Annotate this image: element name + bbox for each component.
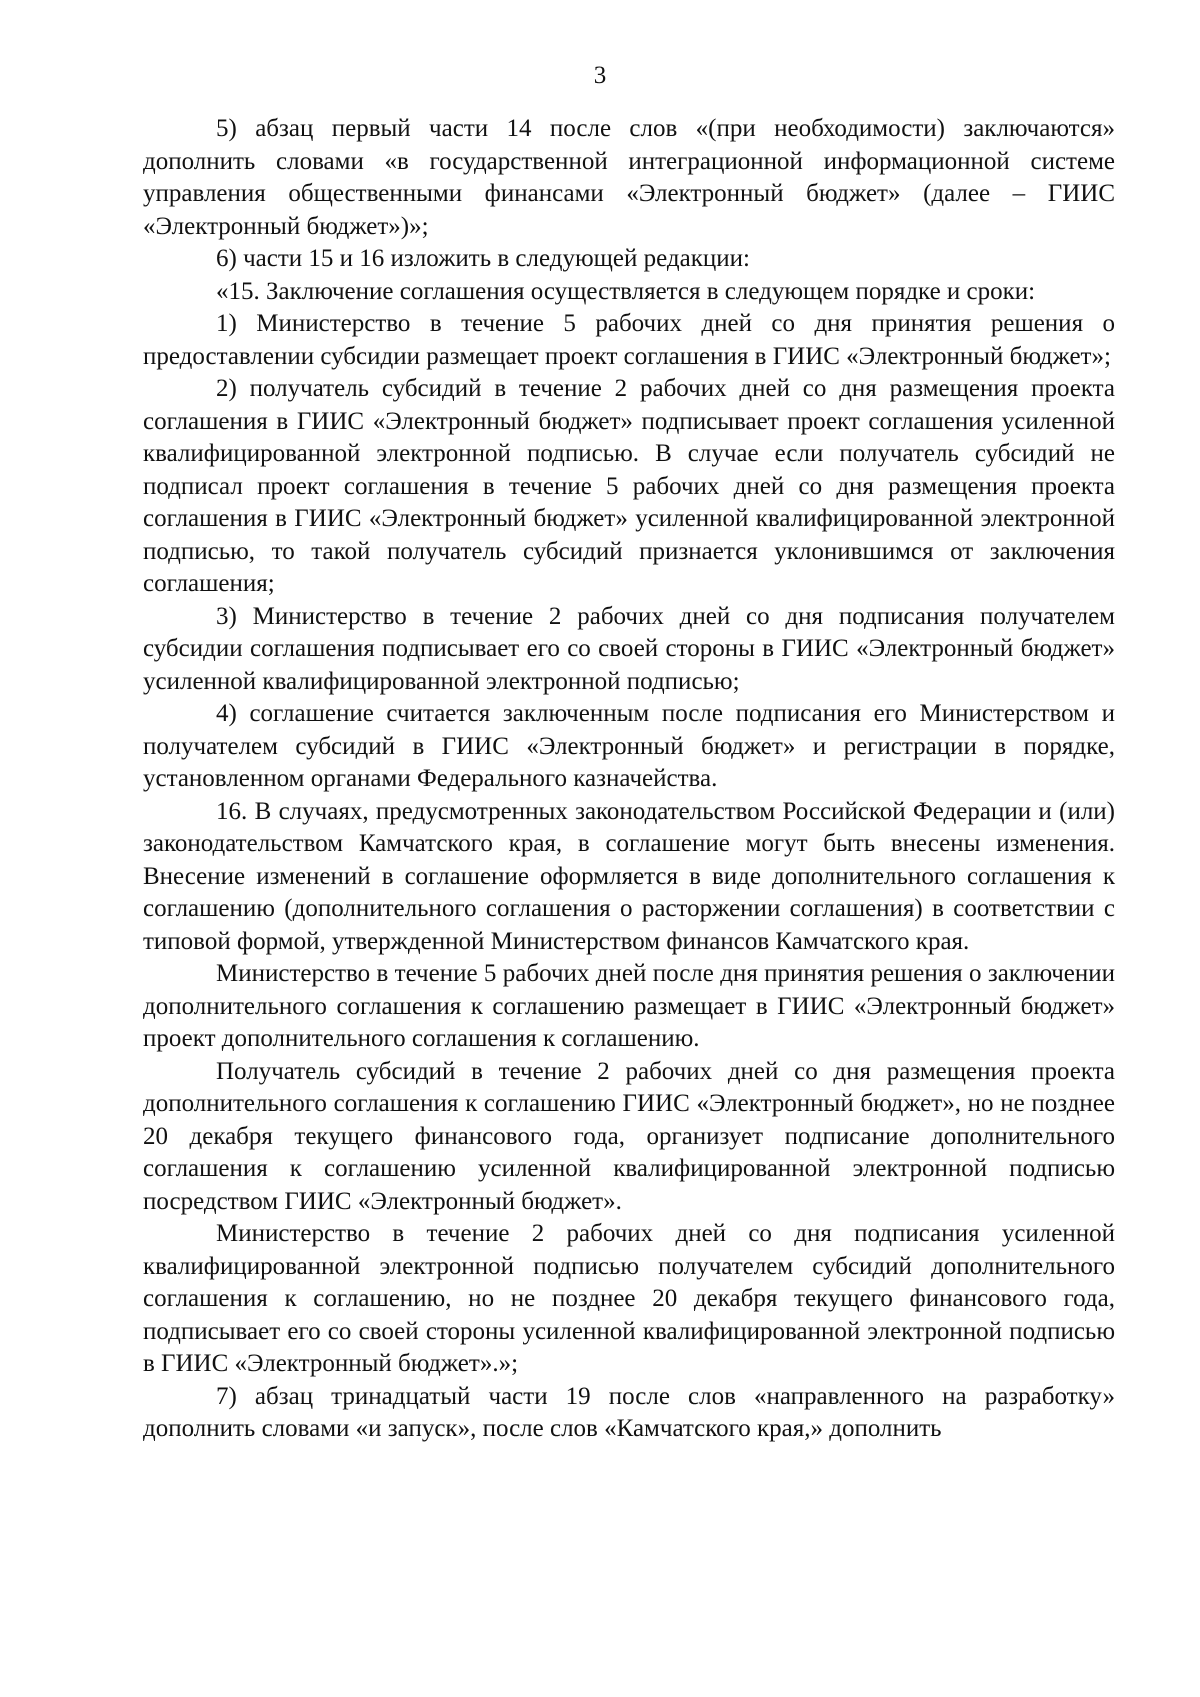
document-body (143, 113, 1115, 1446)
paragraph-item-7: 7) абзац тринадцатый части 19 после слов «направленного на разработку» дополнить словами «и запуск», после слов «Камчатского края,» дополнить (143, 1382, 1115, 1442)
paragraph-subitem-3: 3) Министерство в течение 2 рабочих дней со дня подписания получателем субсидии соглашения подписывает его со своей стороны в ГИИС «Электронный бюджет» усиленной квалифицированной электронной подписью; (143, 602, 1115, 695)
paragraph-part-15-intro: «15. Заключение соглашения осуществляется в следующем порядке и сроки: (216, 277, 1036, 305)
paragraph-item-6: 6) части 15 и 16 изложить в следующей редакции: (216, 245, 750, 272)
paragraph-part-16: 16. В случаях, предусмотренных законодательством Российской Федерации и (или) законодательством Камчатского края, в соглашение могут быть внесены изменения. Внесение изменений в соглашение оформляется в виде дополнительного соглашения к соглашению (дополнительного соглашения о расторжении соглашения) в соответствии с типовой формой, утвержденной Министерством финансов Камчатского края. (143, 797, 1115, 955)
paragraph-subitem-2: 2) получатель субсидий в течение 2 рабочих дней со дня размещения проекта соглашения в ГИИС «Электронный бюджет» подписывает проект соглашения усиленной квалифицированной электронной подписью. В случае если получатель субсидий не подписал проект соглашения в течение 5 рабочих дней со дня размещения проекта соглашения в ГИИС «Электронный бюджет» усиленной квалифицированной электронной подписью, то такой получатель субсидий признается уклонившимся от заключения соглашения; (143, 375, 1115, 597)
paragraph-ministry-5-days: Министерство в течение 5 рабочих дней после дня принятия решения о заключении дополнительного соглашения к соглашению размещает в ГИИС «Электронный бюджет» проект дополнительного соглашения к соглашению. (143, 960, 1115, 1052)
paragraph-subitem-4: 4) соглашение считается заключенным после подписания его Министерством и получателем субсидий в ГИИС «Электронный бюджет» и регистрации в порядке, установленном органами Федерального казначейства. (143, 700, 1115, 792)
page-number: 3 (593, 62, 607, 89)
paragraph-ministry-signing: Министерство в течение 2 рабочих дней со дня подписания усиленной квалифицированной электронной подписью получателем субсидий дополнительного соглашения к соглашению, но не позднее 20 декабря текущего финансового года, подписывает его со своей стороны усиленной квалифицированной электронной подписью в ГИИС «Электронный бюджет».»; (143, 1220, 1115, 1377)
paragraph-item-5: 5) абзац первый части 14 после слов «(при необходимости) заключаются» дополнить словами «в государственной интеграционной информационной системе управления общественными финансами «Электронный бюджет» (далее – ГИИС «Электронный бюджет»)»; (143, 115, 1115, 240)
paragraph-recipient-signing: Получатель субсидий в течение 2 рабочих дней со дня размещения проекта дополнительного соглашения к соглашению ГИИС «Электронный бюджет», но не позднее 20 декабря текущего финансового года, организует подписание дополнительного соглашения к соглашению усиленной квалифицированной электронной подписью посредством ГИИС «Электронный бюджет». (143, 1057, 1115, 1215)
paragraph-subitem-1: 1) Министерство в течение 5 рабочих дней со дня принятия решения о предоставлении субсидии размещает проект соглашения в ГИИС «Электронный бюджет»; (143, 310, 1115, 370)
